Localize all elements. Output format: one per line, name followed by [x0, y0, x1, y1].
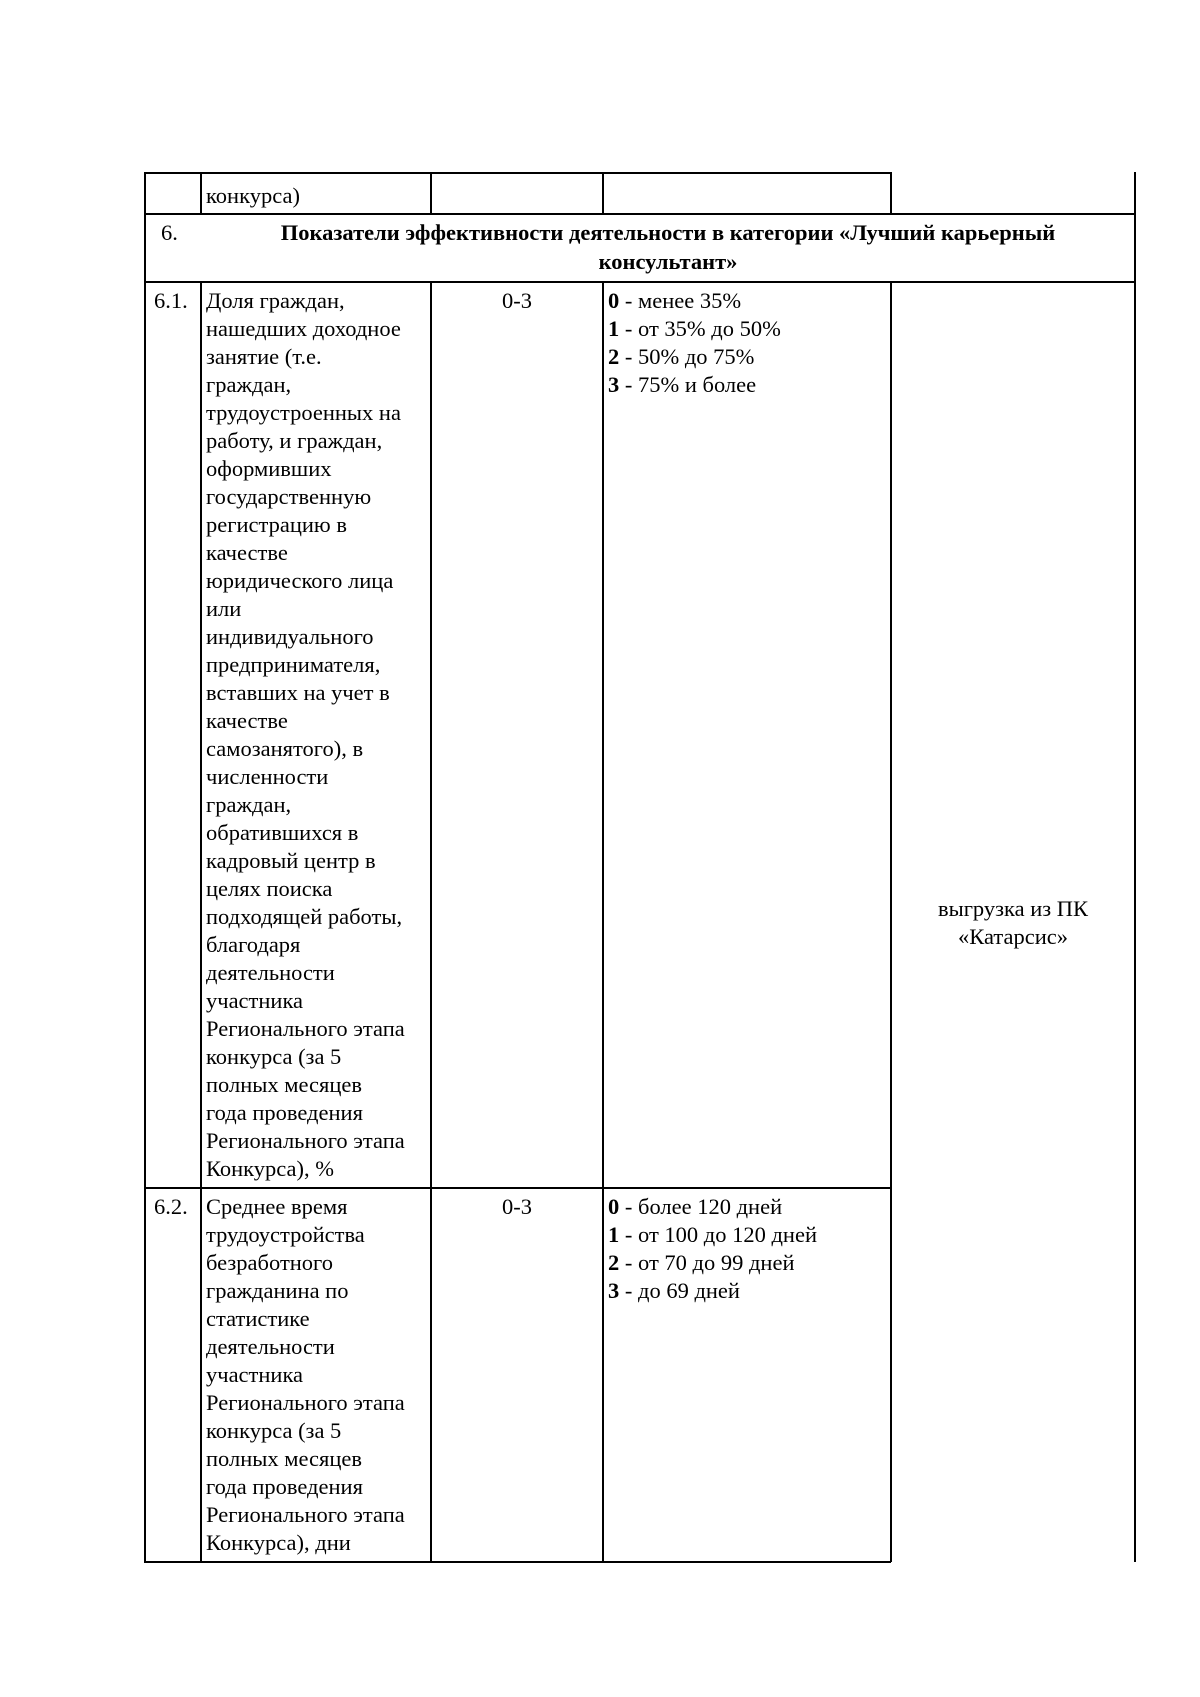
indicator-line: регистрацию в	[206, 512, 347, 537]
indicator-line: благодаря	[206, 932, 301, 957]
indicator-line: Среднее время	[206, 1194, 348, 1219]
table-col-divider-2a	[430, 172, 432, 213]
indicator-line: юридического лица	[206, 568, 394, 593]
table-border-bottom	[144, 1561, 891, 1563]
indicator-line: Доля граждан,	[206, 288, 345, 313]
indicator-line: Регионального этапа	[206, 1502, 405, 1527]
scale-score: 2	[608, 344, 620, 369]
scale-description: - менее 35%	[619, 288, 742, 313]
scale-description: - до 69 дней	[619, 1278, 740, 1303]
scale-description: - от 35% до 50%	[619, 316, 781, 341]
scale-description: - более 120 дней	[619, 1194, 783, 1219]
indicator-line: обратившихся в	[206, 820, 359, 845]
scale-item	[608, 1277, 740, 1305]
indicator-line: безработного	[206, 1250, 333, 1275]
scale-score: 0	[608, 1194, 620, 1219]
indicator-line: полных месяцев	[206, 1072, 363, 1097]
indicator-line: Конкурса), %	[206, 1156, 335, 1181]
scale-score: 2	[608, 1250, 620, 1275]
indicator-line: нашедших доходное	[206, 316, 401, 341]
indicator-line: работу, и граждан,	[206, 428, 383, 453]
table-col-divider-2b	[430, 281, 432, 1562]
row-number: 6.2.	[154, 1194, 188, 1219]
data-source-line2: «Катарсис»	[958, 924, 1068, 949]
scale-score: 1	[608, 316, 620, 341]
indicator-line: подходящей работы,	[206, 904, 403, 929]
indicator-line: граждан,	[206, 372, 292, 397]
table-border-section-top	[144, 213, 1135, 215]
indicator-line: самозанятого), в	[206, 736, 364, 761]
data-source-line1: выгрузка из ПК	[937, 896, 1089, 921]
scale-score: 1	[608, 1222, 620, 1247]
table-border-row61-top	[144, 281, 1135, 283]
indicator-line: или	[206, 596, 242, 621]
indicator-line: предпринимателя,	[206, 652, 381, 677]
indicator-line: гражданина по	[206, 1278, 349, 1303]
section-title-line1: Показатели эффективности деятельности в категории «Лучший карьерный	[280, 220, 1056, 245]
indicator-line: участника	[206, 1362, 304, 1387]
indicator-line: численности	[206, 764, 329, 789]
scale-item	[608, 287, 741, 315]
indicator-line: трудоустроенных на	[206, 400, 401, 425]
indicator-line: Регионального этапа	[206, 1390, 405, 1415]
indicator-line: вставших на учет в	[206, 680, 390, 705]
indicator-line: Регионального этапа	[206, 1128, 405, 1153]
indicator-line: деятельности	[206, 1334, 335, 1359]
scale-item	[608, 1221, 817, 1249]
table-border-row62-top	[144, 1187, 891, 1189]
table-col-divider-1b	[200, 281, 202, 1562]
table-border-left	[144, 172, 146, 1562]
indicator-line: качестве	[206, 708, 288, 733]
scale-description: - от 100 до 120 дней	[619, 1222, 817, 1247]
table-col-divider-1a	[200, 172, 202, 213]
indicator-line: полных месяцев	[206, 1446, 363, 1471]
section-title-line2: консультант»	[598, 249, 738, 274]
scale-item	[608, 1249, 795, 1277]
indicator-line: качестве	[206, 540, 288, 565]
indicator-line: индивидуального	[206, 624, 374, 649]
indicator-line: Регионального этапа	[206, 1016, 405, 1041]
scale-description: - 75% и более	[619, 372, 757, 397]
scale-item	[608, 371, 756, 399]
indicator-line: конкурса (за 5	[206, 1044, 342, 1069]
table-border-right	[1134, 172, 1136, 1562]
row-score-range: 0-3	[502, 1194, 532, 1219]
row-number: 6.1.	[154, 288, 188, 313]
row-score-range: 0-3	[502, 288, 532, 313]
scale-score: 3	[608, 1278, 620, 1303]
indicator-line: года проведения	[206, 1474, 363, 1499]
continuation-text: конкурса)	[206, 183, 300, 208]
indicator-line: целях поиска	[206, 876, 333, 901]
section-number: 6.	[161, 220, 178, 245]
indicator-line: года проведения	[206, 1100, 363, 1125]
indicator-line: трудоустройства	[206, 1222, 365, 1247]
indicator-line: кадровый центр в	[206, 848, 376, 873]
scale-score: 3	[608, 372, 620, 397]
indicator-line: оформивших	[206, 456, 332, 481]
table-border-top	[144, 172, 891, 174]
table-col-divider-3b	[602, 281, 604, 1562]
table-col-divider-4a	[890, 172, 892, 213]
indicator-line: деятельности	[206, 960, 335, 985]
scale-item	[608, 343, 754, 371]
indicator-line: конкурса (за 5	[206, 1418, 342, 1443]
indicator-line: граждан,	[206, 792, 292, 817]
scale-item	[608, 315, 781, 343]
scale-item	[608, 1193, 782, 1221]
indicator-line: Конкурса), дни	[206, 1530, 351, 1555]
indicator-line: участника	[206, 988, 304, 1013]
scale-description: - 50% до 75%	[619, 344, 755, 369]
indicator-line: занятие (т.е.	[206, 344, 322, 369]
indicator-line: статистике	[206, 1306, 310, 1331]
scale-description: - от 70 до 99 дней	[619, 1250, 795, 1275]
indicator-line: государственную	[206, 484, 372, 509]
table-col-divider-3a	[602, 172, 604, 213]
scale-score: 0	[608, 288, 620, 313]
